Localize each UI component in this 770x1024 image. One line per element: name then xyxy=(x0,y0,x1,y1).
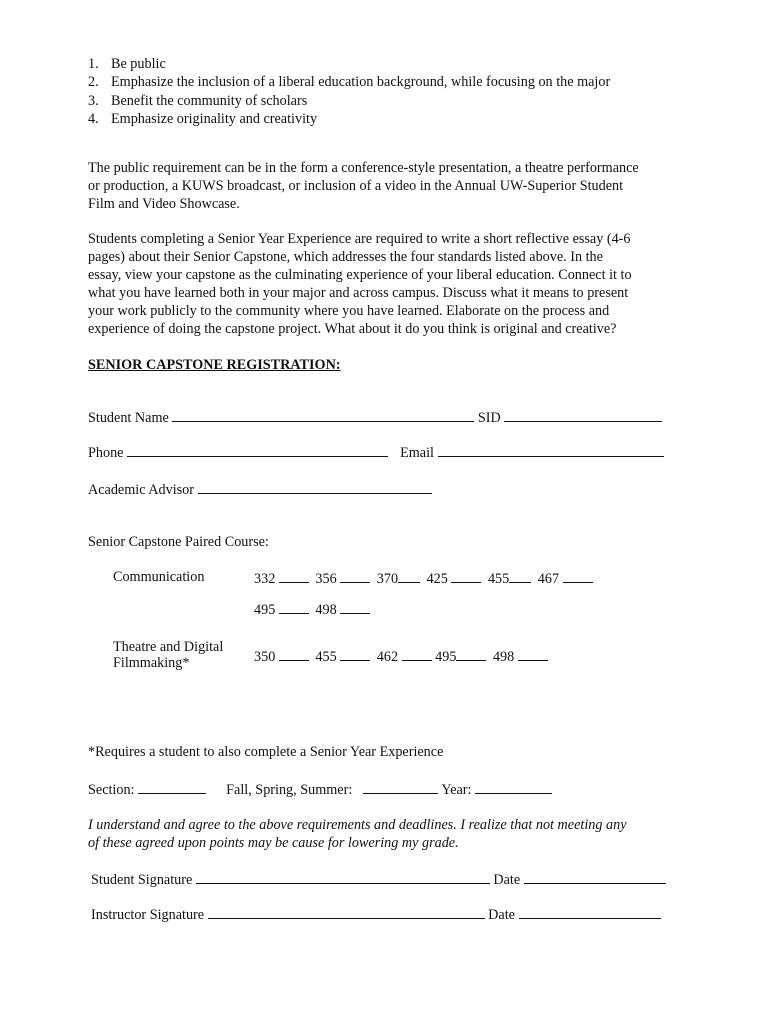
standard-number: 1. xyxy=(88,56,99,72)
course-option[interactable]: 467 xyxy=(538,569,593,588)
paragraph-line: Film and Video Showcase. xyxy=(88,195,240,212)
year-label: Year: xyxy=(441,782,472,798)
student-name-row xyxy=(88,408,662,427)
student-date-label: Date xyxy=(493,872,521,888)
course-option[interactable]: 498 xyxy=(493,647,548,666)
term-label: Fall, Spring, Summer: xyxy=(226,782,353,798)
communication-courses-row2 xyxy=(254,600,370,619)
paragraph-line: essay, view your capstone as the culminating experience of your liberal education. Connect it to xyxy=(88,266,632,283)
course-option[interactable]: 332 xyxy=(254,569,309,588)
course-option[interactable]: 455 xyxy=(315,647,370,666)
paragraph-line: what you have learned both in your major and across campus. Discuss what it means to present xyxy=(88,284,629,301)
agreement-line: I understand and agree to the above requirements and deadlines. I realize that not meeting any xyxy=(88,817,627,833)
communication-courses-row1 xyxy=(254,569,593,588)
theatre-label-line: Filmmaking* xyxy=(113,655,190,671)
paragraph-line: your work publicly to the community where you have learned. Elaborate on the process and xyxy=(88,302,610,319)
paragraph-line: experience of doing the capstone project. What about it do you think is original and creative? xyxy=(88,320,617,337)
email-field[interactable] xyxy=(438,443,664,457)
student-signature-field[interactable] xyxy=(196,870,490,884)
standard-number: 2. xyxy=(88,74,99,91)
standard-text: Emphasize the inclusion of a liberal education background, while focusing on the major xyxy=(111,74,611,91)
course-option[interactable]: 425 xyxy=(427,569,482,588)
student-name-label: Student Name xyxy=(88,410,169,426)
course-option[interactable]: 350 xyxy=(254,647,309,666)
standard-item xyxy=(88,92,610,110)
standard-number: 3. xyxy=(88,92,99,109)
paragraph-line: The public requirement can be in the form a conference-style presentation, a theatre performance xyxy=(88,160,639,176)
course-option[interactable]: 498 xyxy=(315,600,370,619)
student-name-field[interactable] xyxy=(172,408,474,422)
phone-email-row xyxy=(88,443,664,462)
section-label: Section: xyxy=(88,782,135,798)
footnote: *Requires a student to also complete a Senior Year Experience xyxy=(88,744,444,760)
instructor-date-label: Date xyxy=(488,907,515,923)
standard-text: Be public xyxy=(111,56,166,72)
theatre-label-line: Theatre and Digital xyxy=(113,639,224,655)
standard-item xyxy=(88,55,610,73)
course-option[interactable]: 370 xyxy=(377,569,420,588)
course-option[interactable]: 495 xyxy=(435,647,486,666)
registration-heading: SENIOR CAPSTONE REGISTRATION: xyxy=(88,357,341,373)
advisor-label: Academic Advisor xyxy=(88,482,194,498)
paragraph-line: Students completing a Senior Year Experience are required to write a short reflective essay (4-6 xyxy=(88,231,631,247)
paired-course-label: Senior Capstone Paired Course: xyxy=(88,534,269,550)
section-row xyxy=(88,780,552,799)
sid-field[interactable] xyxy=(504,408,662,422)
year-field[interactable] xyxy=(475,780,552,794)
agreement-statement xyxy=(88,817,708,853)
course-option[interactable]: 495 xyxy=(254,600,309,619)
standards-list xyxy=(88,55,610,128)
instructor-signature-field[interactable] xyxy=(208,905,485,919)
standard-number: 4. xyxy=(88,110,99,127)
term-field[interactable] xyxy=(363,780,438,794)
standard-item xyxy=(88,110,610,128)
paragraph-line: pages) about their Senior Capstone, which addresses the four standards listed above. In the xyxy=(88,248,603,265)
standard-text: Emphasize originality and creativity xyxy=(111,110,318,127)
theatre-label xyxy=(113,639,223,671)
student-signature-label: Student Signature xyxy=(91,872,193,888)
instructor-signature-row xyxy=(91,905,661,924)
advisor-row xyxy=(88,480,432,499)
course-option[interactable]: 462 xyxy=(377,647,432,666)
phone-label: Phone xyxy=(88,445,124,461)
section-field[interactable] xyxy=(138,780,206,794)
sid-label: SID xyxy=(477,410,501,426)
phone-field[interactable] xyxy=(127,443,388,457)
course-option[interactable]: 455 xyxy=(488,569,531,588)
public-requirement-paragraph xyxy=(88,160,688,214)
student-signature-row xyxy=(91,870,666,889)
instructor-signature-label: Instructor Signature xyxy=(91,907,205,923)
theatre-courses-row xyxy=(254,647,548,666)
paragraph-line: or production, a KUWS broadcast, or inclusion of a video in the Annual UW-Superior Student xyxy=(88,177,624,194)
course-option[interactable]: 356 xyxy=(315,569,370,588)
standard-text: Benefit the community of scholars xyxy=(111,92,308,109)
reflective-essay-paragraph xyxy=(88,231,688,338)
agreement-line: of these agreed upon points may be cause for lowering my grade. xyxy=(88,834,459,851)
instructor-date-field[interactable] xyxy=(519,905,661,919)
advisor-field[interactable] xyxy=(198,480,432,494)
student-date-field[interactable] xyxy=(524,870,666,884)
email-label: Email xyxy=(400,445,434,461)
communication-label: Communication xyxy=(113,569,205,585)
standard-item xyxy=(88,73,610,91)
